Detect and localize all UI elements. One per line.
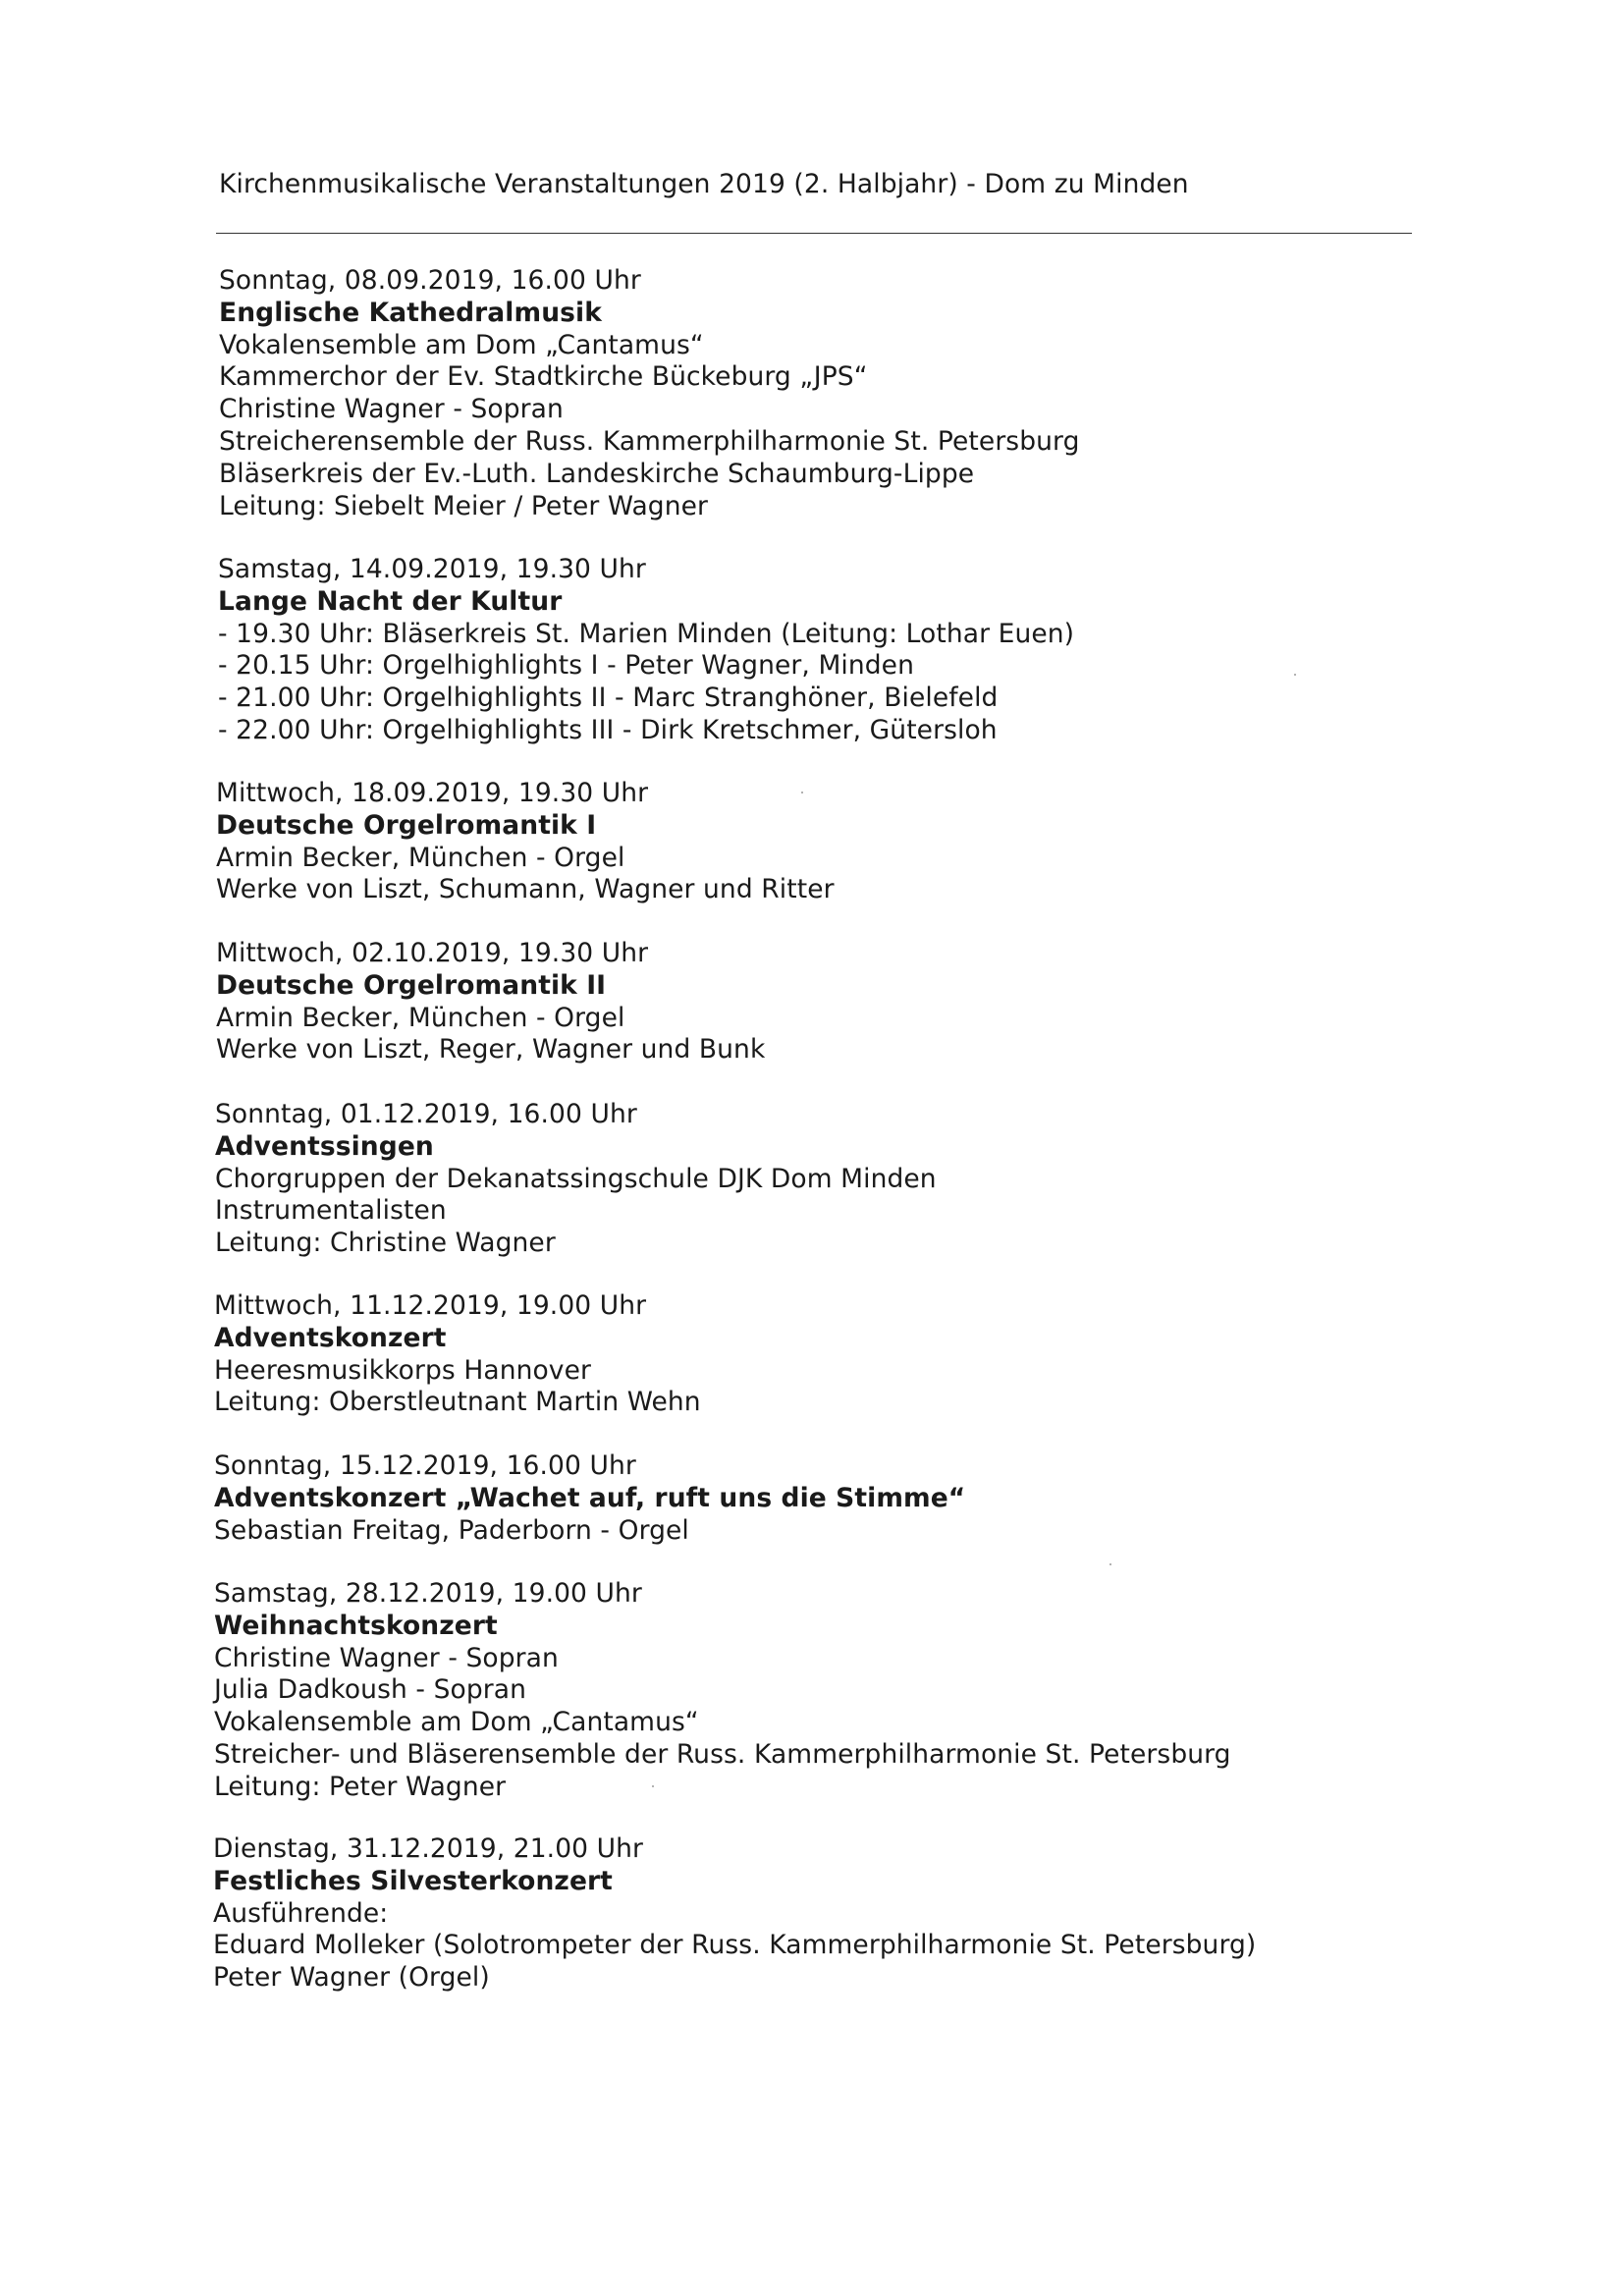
event-title: Festliches Silvesterkonzert bbox=[213, 1865, 613, 1896]
event-entry bbox=[214, 1450, 1530, 1547]
event-detail: - 22.00 Uhr: Orgelhighlights III - Dirk Kretschmer, Gütersloh bbox=[218, 714, 998, 745]
event-detail: Armin Becker, München - Orgel bbox=[216, 842, 625, 873]
event-detail: - 20.15 Uhr: Orgelhighlights I - Peter Wagner, Minden bbox=[218, 650, 914, 682]
event-detail: Peter Wagner (Orgel) bbox=[213, 1962, 490, 1994]
event-title: Weihnachtskonzert bbox=[214, 1610, 498, 1641]
event-detail: Instrumentalisten bbox=[215, 1195, 447, 1227]
header-divider bbox=[216, 233, 1412, 234]
scan-speck bbox=[652, 1785, 654, 1787]
event-entry bbox=[213, 1833, 1529, 1995]
event-date: Samstag, 28.12.2019, 19.00 Uhr bbox=[214, 1578, 642, 1609]
event-detail: Vokalensemble am Dom „Cantamus“ bbox=[219, 329, 704, 360]
event-title: Lange Nacht der Kultur bbox=[218, 585, 563, 617]
event-title: Deutsche Orgelromantik I bbox=[216, 809, 597, 841]
event-detail: Streicher- und Bläserensemble der Russ. Kammerphilharmonie St. Petersburg bbox=[214, 1738, 1231, 1770]
event-title: Adventssingen bbox=[215, 1130, 434, 1162]
document-title: Kirchenmusikalische Veranstaltungen 2019 (2. Halbjahr) - Dom zu Minden bbox=[219, 169, 1189, 199]
event-entry bbox=[214, 1290, 1530, 1419]
event-entry bbox=[219, 265, 1535, 522]
scan-speck bbox=[1109, 1563, 1111, 1565]
event-entry bbox=[216, 938, 1532, 1066]
event-title: Adventskonzert bbox=[214, 1322, 447, 1353]
event-date: Mittwoch, 18.09.2019, 19.30 Uhr bbox=[216, 778, 649, 808]
event-detail: Sebastian Freitag, Paderborn - Orgel bbox=[214, 1514, 689, 1546]
event-detail: Armin Becker, München - Orgel bbox=[216, 1002, 625, 1033]
event-detail: - 19.30 Uhr: Bläserkreis St. Marien Minden (Leitung: Lothar Euen) bbox=[218, 618, 1075, 649]
event-detail: Eduard Molleker (Solotrompeter der Russ. Kammerphilharmonie St. Petersburg) bbox=[213, 1930, 1257, 1961]
event-entry bbox=[214, 1578, 1530, 1804]
event-detail: Christine Wagner - Sopran bbox=[219, 394, 564, 425]
event-title: Adventskonzert „Wachet auf, ruft uns die Stimme“ bbox=[214, 1482, 966, 1513]
event-entry bbox=[216, 778, 1532, 906]
event-detail: Streicherensemble der Russ. Kammerphilharmonie St. Petersburg bbox=[219, 425, 1080, 457]
scan-speck bbox=[801, 792, 803, 793]
event-entry bbox=[218, 554, 1534, 747]
event-detail: Leitung: Peter Wagner bbox=[214, 1771, 507, 1802]
event-date: Sonntag, 01.12.2019, 16.00 Uhr bbox=[215, 1099, 637, 1129]
event-date: Sonntag, 15.12.2019, 16.00 Uhr bbox=[214, 1450, 636, 1481]
event-title: Englische Kathedralmusik bbox=[219, 297, 602, 328]
event-date: Samstag, 14.09.2019, 19.30 Uhr bbox=[218, 554, 646, 584]
event-title: Deutsche Orgelromantik II bbox=[216, 969, 607, 1001]
scan-speck bbox=[1294, 674, 1296, 676]
event-detail: Heeresmusikkorps Hannover bbox=[214, 1354, 591, 1386]
event-date: Dienstag, 31.12.2019, 21.00 Uhr bbox=[213, 1833, 644, 1864]
event-detail: Werke von Liszt, Reger, Wagner und Bunk bbox=[216, 1034, 766, 1066]
event-date: Sonntag, 08.09.2019, 16.00 Uhr bbox=[219, 265, 641, 296]
event-detail: Leitung: Oberstleutnant Martin Wehn bbox=[214, 1387, 701, 1418]
event-detail: Leitung: Christine Wagner bbox=[215, 1228, 556, 1259]
event-entry bbox=[215, 1099, 1531, 1260]
event-detail: Bläserkreis der Ev.-Luth. Landeskirche Schaumburg-Lippe bbox=[219, 458, 975, 489]
event-detail: Julia Dadkoush - Sopran bbox=[214, 1674, 526, 1706]
event-detail: Ausführende: bbox=[213, 1897, 389, 1929]
event-detail: Christine Wagner - Sopran bbox=[214, 1642, 559, 1673]
event-detail: - 21.00 Uhr: Orgelhighlights II - Marc Stranghöner, Bielefeld bbox=[218, 683, 999, 714]
event-date: Mittwoch, 11.12.2019, 19.00 Uhr bbox=[214, 1290, 647, 1321]
event-date: Mittwoch, 02.10.2019, 19.30 Uhr bbox=[216, 938, 649, 968]
event-detail: Leitung: Siebelt Meier / Peter Wagner bbox=[219, 490, 709, 521]
event-detail: Chorgruppen der Dekanatssingschule DJK Dom Minden bbox=[215, 1163, 937, 1194]
event-detail: Werke von Liszt, Schumann, Wagner und Ritter bbox=[216, 874, 835, 905]
event-detail: Vokalensemble am Dom „Cantamus“ bbox=[214, 1707, 699, 1738]
event-detail: Kammerchor der Ev. Stadtkirche Bückeburg „JPS“ bbox=[219, 361, 868, 393]
